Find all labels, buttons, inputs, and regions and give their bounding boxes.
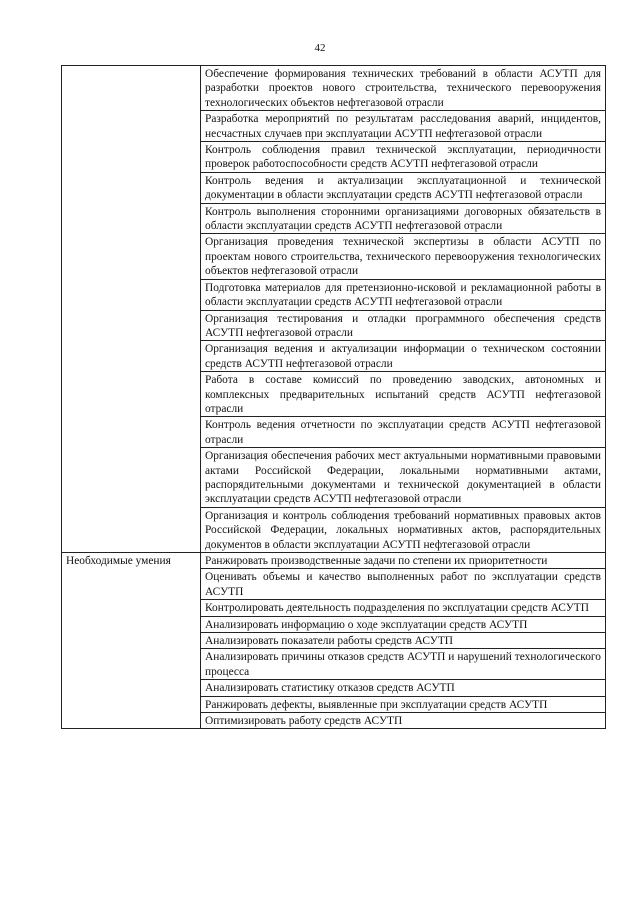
table-row xyxy=(62,66,606,111)
item-text: Оптимизировать работу средств АСУТП xyxy=(201,713,606,729)
item-text: Контроль ведения и актуализации эксплуатационной и технической документации в области эксплуатации средств АСУТП нефтегазовой отрасли xyxy=(201,172,606,203)
item-text: Разработка мероприятий по результатам расследования аварий, инцидентов, несчастных случаев при эксплуатации АСУТП нефтегазовой отрасли xyxy=(201,111,606,142)
item-text: Контроль ведения отчетности по эксплуатации средств АСУТП нефтегазовой отрасли xyxy=(201,417,606,448)
table-body xyxy=(62,66,606,729)
section-label: Необходимые умения xyxy=(62,553,201,729)
page-number: 42 xyxy=(314,42,326,54)
item-text: Обеспечение формирования технических требований в области АСУТП для разработки проектов нового строительства, технического перевооружения технологических объектов нефтегазовой отрасли xyxy=(201,66,606,111)
item-text: Работа в составе комиссий по проведению заводских, автономных и комплексных предварительных испытаний средств АСУТП нефтегазовой отрасли xyxy=(201,372,606,417)
item-text: Анализировать статистику отказов средств АСУТП xyxy=(201,680,606,696)
item-text: Оценивать объемы и качество выполненных работ по эксплуатации средств АСУТП xyxy=(201,569,606,600)
item-text: Контролировать деятельность подразделения по эксплуатации средств АСУТП xyxy=(201,600,606,616)
item-text: Организация ведения и актуализации информации о техническом состоянии средств АСУТП нефтегазовой отрасли xyxy=(201,341,606,372)
item-text: Анализировать показатели работы средств АСУТП xyxy=(201,633,606,649)
section-label xyxy=(62,66,201,553)
item-text: Анализировать информацию о ходе эксплуатации средств АСУТП xyxy=(201,616,606,632)
item-text: Ранжировать производственные задачи по степени их приоритетности xyxy=(201,553,606,569)
item-text: Организация тестирования и отладки программного обеспечения средств АСУТП нефтегазовой отрасли xyxy=(201,310,606,341)
item-text: Контроль соблюдения правил технической эксплуатации, периодичности проверок работоспособности средств АСУТП нефтегазовой отрасли xyxy=(201,142,606,173)
table-row xyxy=(62,553,606,569)
item-text: Подготовка материалов для претензионно-исковой и рекламационной работы в области эксплуатации средств АСУТП нефтегазовой отрасли xyxy=(201,279,606,310)
item-text: Ранжировать дефекты, выявленные при эксплуатации средств АСУТП xyxy=(201,696,606,712)
item-text: Анализировать причины отказов средств АСУТП и нарушений технологического процесса xyxy=(201,649,606,680)
item-text: Организация и контроль соблюдения требований нормативных правовых актов Российской Федерации, локальных нормативных актов, распорядительных документов в области эксплуатации АСУТП нефтегазовой отрасли xyxy=(201,507,606,552)
competency-table xyxy=(61,65,606,729)
item-text: Организация проведения технической экспертизы в области АСУТП по проектам нового строительства, технического перевооружения технологических объектов нефтегазовой отрасли xyxy=(201,234,606,279)
item-text: Организация обеспечения рабочих мест актуальными нормативными правовыми актами Российской Федерации, локальными нормативными актами, распорядительными документами и технической документацией в области эксплуатации средств АСУТП нефтегазовой отрасли xyxy=(201,448,606,508)
item-text: Контроль выполнения сторонними организациями договорных обязательств в области эксплуатации средств АСУТП нефтегазовой отрасли xyxy=(201,203,606,234)
